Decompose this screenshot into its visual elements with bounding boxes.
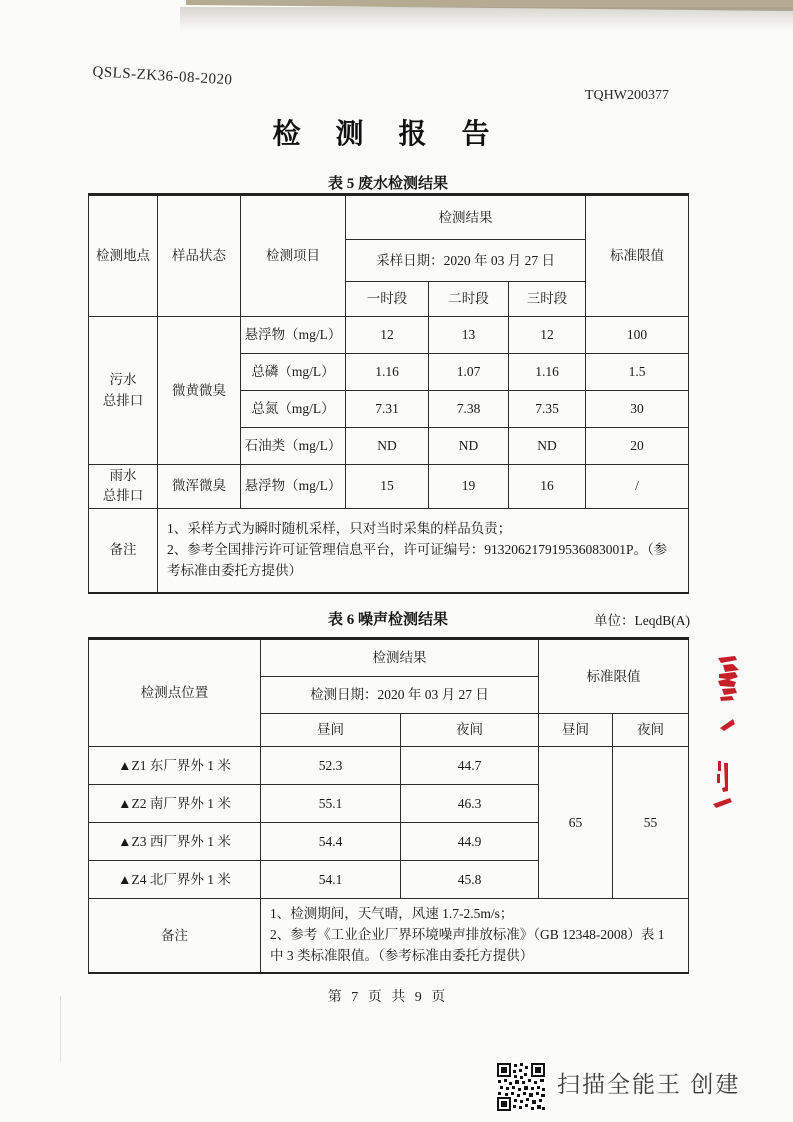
t5-status-sewage: 微黄微臭 [158,317,241,465]
t5-tn-limit: 30 [586,391,689,428]
t5-tp-p1: 1.16 [346,354,429,391]
t5-header-sample-status: 样品状态 [158,195,241,317]
t5-item-rain-ss: 悬浮物（mg/L） [241,465,346,509]
scanner-watermark-label: 扫描全能王 创建 [557,1071,741,1097]
t6-limit-day-value: 65 [539,747,613,899]
t5-rain-limit: / [586,465,689,509]
table-row [89,899,689,973]
table6-caption: 表 6 噪声检测结果 [327,612,448,628]
t5-location-sewage-line1: 污水 [109,372,137,388]
page-title: 检 测 报 告 [272,119,504,150]
t5-tp-p2: 1.07 [429,354,509,391]
t6-remark-label: 备注 [89,899,261,973]
t5-item-tp: 总磷（mg/L） [241,354,346,391]
t5-tn-p1: 7.31 [346,391,429,428]
t6-header-limit: 标准限值 [539,639,689,714]
t5-rain-p1: 15 [346,465,429,509]
t5-item-ss: 悬浮物（mg/L） [241,317,346,354]
t6-z3-day: 54.4 [261,823,401,861]
t5-oil-p1: ND [346,428,429,465]
t5-status-rain: 微浑微臭 [158,465,241,509]
t5-tn-p3: 7.35 [509,391,586,428]
t5-header-location: 检测地点 [89,195,158,317]
t6-header-limit-day: 昼间 [539,714,613,747]
t5-rain-p3: 16 [509,465,586,509]
paper-crease-line [60,996,61,1062]
t6-header-test-date: 检测日期：2020 年 03 月 27 日 [261,677,539,714]
t5-header-period-2: 二时段 [429,282,509,317]
t6-z2-night: 46.3 [401,785,539,823]
t5-header-period-3: 三时段 [509,282,586,317]
report-number: TQHW200377 [585,88,669,103]
t6-point-z2: ▲Z2 南厂界外 1 米 [89,785,261,823]
t5-ss-p1: 12 [346,317,429,354]
t6-remark-text [261,899,689,973]
t5-item-oil: 石油类（mg/L） [241,428,346,465]
table-row [89,747,689,785]
t5-location-rain [89,465,158,509]
t6-point-z4: ▲Z4 北厂界外 1 米 [89,861,261,899]
t5-location-sewage-line2: 总排口 [102,392,144,408]
t6-z1-night: 44.7 [401,747,539,785]
t6-z1-day: 52.3 [261,747,401,785]
t5-tp-limit: 1.5 [586,354,689,391]
t5-oil-p3: ND [509,428,586,465]
t6-limit-night-value: 55 [613,747,689,899]
t5-header-item: 检测项目 [241,195,346,317]
t6-header-night: 夜间 [401,714,539,747]
t5-location-rain-line2: 总排口 [102,488,144,504]
t5-remark-line1: 1、采样方式为瞬时随机采样，只对当时采集的样品负责； [167,520,512,536]
t5-ss-p3: 12 [509,317,586,354]
t5-tn-p2: 7.38 [429,391,509,428]
t6-point-z3: ▲Z3 西厂界外 1 米 [89,823,261,861]
t5-ss-p2: 13 [429,317,509,354]
t5-oil-p2: ND [429,428,509,465]
document-code: QSLS-ZK36-08-2020 [92,64,233,89]
table-row [89,465,689,509]
t6-z2-day: 55.1 [261,785,401,823]
wastewater-results-table [88,193,689,594]
t6-z3-night: 44.9 [401,823,539,861]
stamp-fragment-icon [716,761,730,793]
t6-z4-day: 54.1 [261,861,401,899]
t5-ss-limit: 100 [586,317,689,354]
t5-header-sample-date: 采样日期：2020 年 03 月 27 日 [346,240,586,282]
t6-z4-night: 45.8 [401,861,539,899]
stamp-fragment-icon [720,719,735,731]
t5-location-rain-line1: 雨水 [109,468,137,483]
t5-location-sewage [89,317,158,465]
table-row [89,508,689,593]
t5-remark-text [158,508,689,593]
t5-item-tn: 总氮（mg/L） [241,391,346,428]
qr-code-icon [496,1062,546,1112]
t6-header-result-group: 检测结果 [261,639,539,677]
t5-remark-label: 备注 [89,508,158,593]
t5-header-limit: 标准限值 [586,195,689,317]
table5-caption: 表 5 废水检测结果 [327,176,448,192]
t6-header-limit-night: 夜间 [613,714,689,747]
t5-rain-p2: 19 [429,465,509,509]
t6-header-point: 检测点位置 [89,639,261,747]
t5-remark-line2: 2、参考全国排污许可证管理信息平台，许可证编号：913206217919536083001P。（参考标准由委托方提供） [167,541,668,578]
t5-header-result-group: 检测结果 [346,195,586,240]
table6-unit: 单位：LeqdB(A) [594,613,690,628]
page-number: 第 7 页 共 9 页 [327,990,449,1005]
paper-edge-shadow [180,7,793,31]
t5-header-period-1: 一时段 [346,282,429,317]
t5-oil-limit: 20 [586,428,689,465]
t6-point-z1: ▲Z1 东厂界外 1 米 [89,747,261,785]
t6-header-day: 昼间 [261,714,401,747]
t5-tp-p3: 1.16 [509,354,586,391]
t6-remark-line2: 2、参考《工业企业厂界环境噪声排放标准》（GB 12348-2008）表 1 中 3 类标准限值。（参考标准由委托方提供） [270,926,665,963]
table-row [89,317,689,354]
noise-results-table [88,637,689,974]
stamp-fragment-icon [715,656,741,702]
stamp-fragment-icon [713,798,732,808]
t6-remark-line1: 1、检测期间，天气晴，风速 1.7-2.5m/s； [270,906,514,921]
